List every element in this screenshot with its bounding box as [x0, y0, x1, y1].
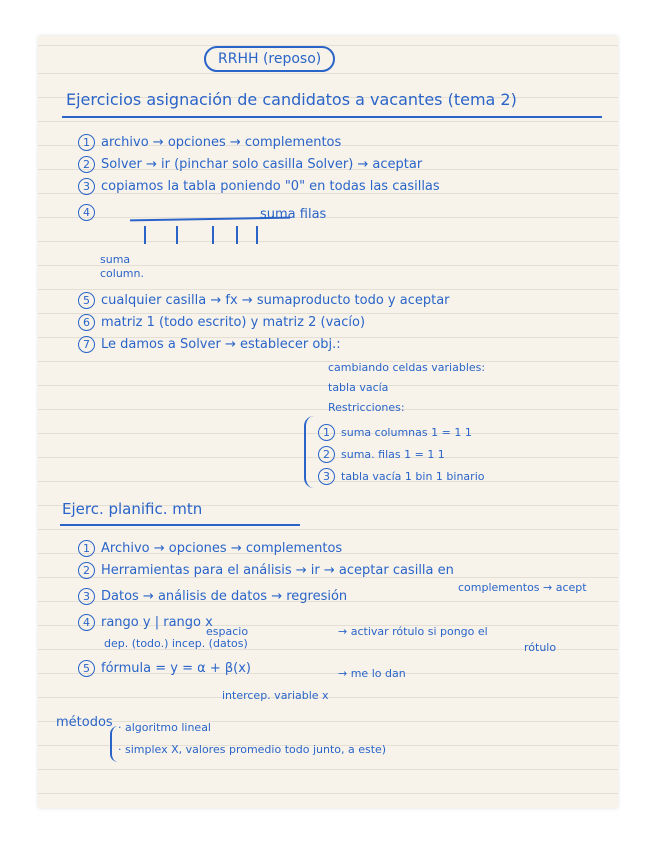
item-number-circle: 2	[78, 156, 95, 173]
solver-note-1: cambiando celdas variables:	[328, 361, 486, 374]
s1-item-6-text: matriz 1 (todo escrito) y matriz 2 (vacío)	[101, 315, 366, 330]
item-number-circle: 3	[318, 468, 335, 485]
item-number-circle: 7	[78, 336, 95, 353]
page-title: RRHH (reposo)	[204, 46, 335, 72]
item-number-circle: 1	[78, 134, 95, 151]
s1-item-3-text: copiamos la tabla poniendo "0" en todas las casillas	[101, 179, 440, 194]
suma-filas-label: suma filas	[260, 207, 327, 222]
item-number-circle: 6	[78, 314, 95, 331]
s2-item-2-text: Herramientas para el análisis → ir → aceptar casilla en	[101, 563, 454, 578]
notebook-page	[38, 36, 618, 808]
s1-item-2-text: Solver → ir (pinchar solo casilla Solver) → aceptar	[101, 157, 423, 172]
restrictions-brace	[304, 416, 314, 488]
item-number-circle: 4	[78, 614, 95, 631]
restriccion-3	[318, 468, 484, 485]
section2-underline	[60, 524, 300, 526]
sketch-line	[130, 217, 290, 221]
s2-item-4-line2: dep. (todo.) incep. (datos)	[104, 637, 248, 650]
s2-item-3-text: Datos → análisis de datos → regresión	[101, 589, 348, 604]
sketch-tick	[144, 226, 146, 244]
restriccion-1	[318, 424, 472, 441]
s2-item-5	[78, 660, 251, 677]
metodos-label: métodos	[56, 715, 113, 730]
s2-item-4-right-1: → activar rótulo si pongo el	[338, 625, 488, 638]
s2-item-1-text: Archivo → opciones → complementos	[101, 541, 343, 556]
item-number-circle: 1	[78, 540, 95, 557]
s2-item-2-note: complementos → acept	[458, 581, 587, 594]
restriccion-1-text: suma columnas 1 = 1 1	[341, 426, 472, 439]
item-number-circle: 1	[318, 424, 335, 441]
s1-item-1	[78, 134, 341, 151]
section1-heading: Ejercicios asignación de candidatos a vacantes (tema 2)	[66, 90, 517, 109]
s2-item-5-text: fórmula = y = α + β(x)	[101, 661, 251, 676]
sketch-tick	[236, 226, 238, 244]
s1-item-7-text: Le damos a Solver → establecer obj.:	[101, 337, 341, 352]
s1-item-2	[78, 156, 422, 173]
sketch-tick	[212, 226, 214, 244]
restriccion-2	[318, 446, 445, 463]
item-number-circle: 5	[78, 292, 95, 309]
metodos-brace	[110, 726, 118, 762]
solver-note-3: Restricciones:	[328, 401, 405, 414]
section1-underline	[62, 116, 602, 118]
s1-item-6	[78, 314, 365, 331]
s2-item-2	[78, 562, 454, 579]
item-number-circle: 3	[78, 178, 95, 195]
suma-columnas-line1: suma	[100, 253, 131, 266]
s2-item-4-right-2: rótulo	[524, 641, 557, 654]
item-number-circle: 5	[78, 660, 95, 677]
s2-item-4	[78, 614, 213, 631]
s2-item-4-text: rango y | rango x	[101, 615, 213, 630]
s2-item-3	[78, 588, 347, 605]
s2-item-5-labels: intercep. variable x	[222, 689, 329, 702]
item-number-circle: 4	[78, 204, 95, 221]
sketch-tick	[256, 226, 258, 244]
suma-columnas-line2: column.	[100, 267, 144, 280]
section2-heading: Ejerc. planific. mtn	[62, 500, 203, 518]
table-sketch	[140, 218, 280, 248]
s2-item-5-right: → me lo dan	[338, 667, 406, 680]
s1-item-5	[78, 292, 450, 309]
metodo-1: · algoritmo lineal	[118, 721, 211, 734]
restriccion-2-text: suma. filas 1 = 1 1	[341, 448, 445, 461]
item-number-circle: 2	[78, 562, 95, 579]
s1-item-1-text: archivo → opciones → complementos	[101, 135, 342, 150]
sketch-tick	[176, 226, 178, 244]
s1-item-7	[78, 336, 341, 353]
s1-item-5-text: cualquier casilla → fx → sumaproducto todo y aceptar	[101, 293, 450, 308]
s1-item-4	[78, 204, 101, 221]
s2-item-1	[78, 540, 342, 557]
restriccion-3-text: tabla vacía 1 bin 1 binario	[341, 470, 485, 483]
solver-note-2: tabla vacía	[328, 381, 389, 394]
s2-item-4-small: espacio	[206, 625, 249, 638]
metodo-2: · simplex X, valores promedio todo junto, a este)	[118, 743, 387, 756]
item-number-circle: 2	[318, 446, 335, 463]
item-number-circle: 3	[78, 588, 95, 605]
s1-item-3	[78, 178, 440, 195]
